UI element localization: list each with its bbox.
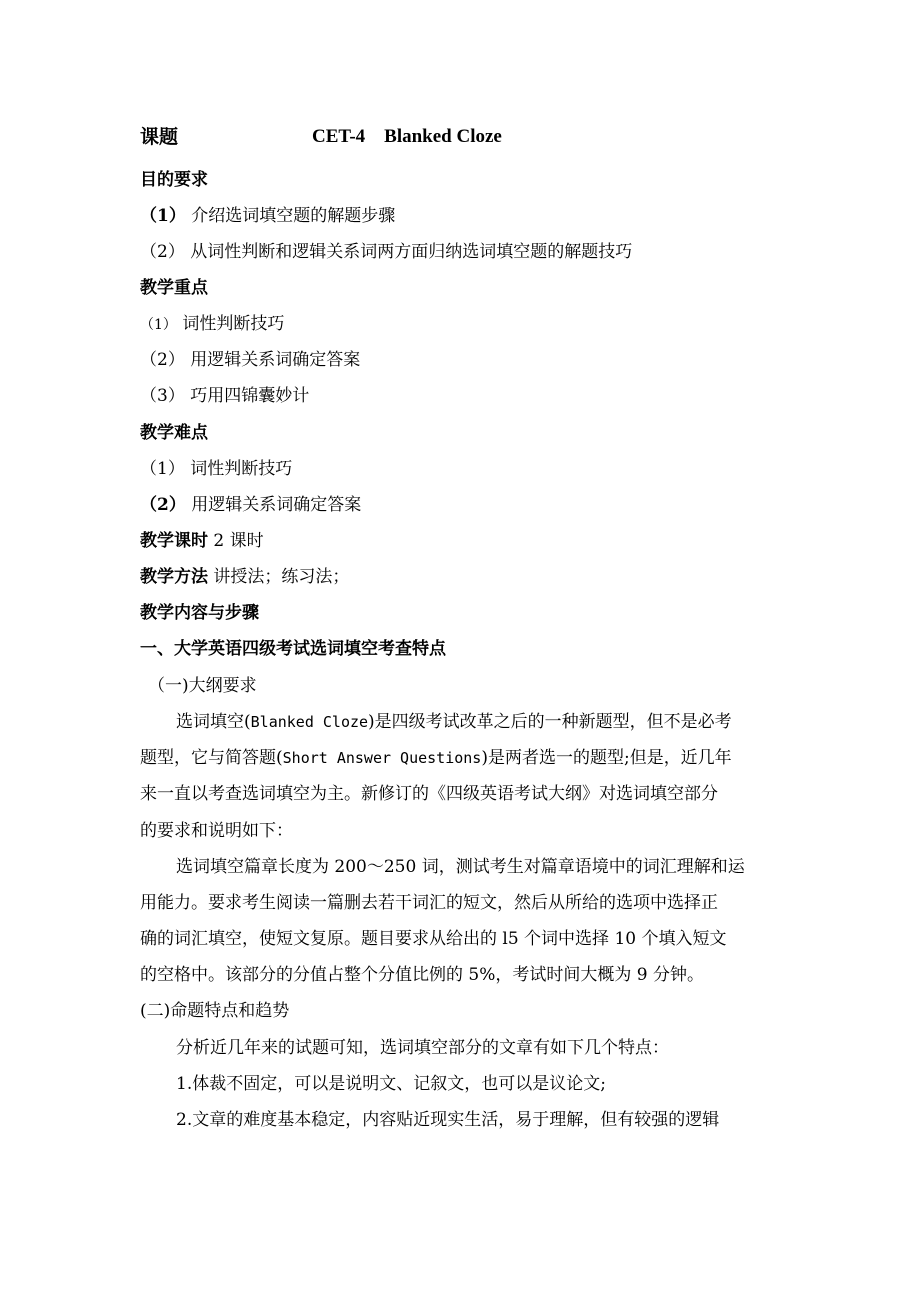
hours-value: 2 课时 <box>213 531 264 551</box>
difficulty-item <box>140 494 361 516</box>
key-points-heading: 教学重点 <box>140 278 208 298</box>
goal-text: 从词性判断和逻辑关系词两方面归纳选词填空题的解题技巧 <box>190 242 633 262</box>
hours-label: 教学课时 <box>140 531 208 551</box>
paragraph-line: 的要求和说明如下： <box>140 821 293 841</box>
methods-value: 讲授法；练习法； <box>213 567 350 587</box>
text-run: 题型，它与简答题( <box>140 748 283 768</box>
list-item: 1.体裁不固定，可以是说明文、记叙文，也可以是议论文; <box>176 1074 606 1094</box>
paragraph-line <box>140 747 732 769</box>
paragraph-line: 分析近几年来的试题可知，选词填空部分的文章有如下几个特点： <box>176 1038 669 1058</box>
text-run: Short Answer Questions <box>282 749 482 767</box>
content-heading: 教学内容与步骤 <box>140 603 259 623</box>
key-point-num: （1） <box>140 317 177 333</box>
subsection-heading: （一)大纲要求 <box>148 676 257 696</box>
goal-item <box>140 241 632 263</box>
paragraph-line: 确的词汇填空，使短文复原。题目要求从给出的 l5 个词中选择 10 个填入短文 <box>140 929 727 949</box>
title-label: 课题 <box>140 126 179 148</box>
key-point-num: （2） <box>140 350 185 370</box>
text-run: Blanked Cloze <box>250 713 369 731</box>
key-point-text: 巧用四锦囊妙计 <box>190 386 310 406</box>
difficulty-text: 词性判断技巧 <box>190 459 293 479</box>
difficulty-num: （1） <box>140 459 185 479</box>
difficulty-num: （2） <box>140 495 186 515</box>
lesson-title <box>140 126 502 148</box>
list-item: 2.文章的难度基本稳定，内容贴近现实生活，易于理解，但有较强的逻辑 <box>176 1110 720 1130</box>
difficulty-text: 用逻辑关系词确定答案 <box>191 495 362 515</box>
paragraph-line: 用能力。要求考生阅读一篇删去若干词汇的短文，然后从所给的选项中选择正 <box>140 893 718 913</box>
hours-line <box>140 530 264 552</box>
goal-num: （2） <box>140 242 185 262</box>
text-run: )是两者选一的题型;但是，近几年 <box>481 748 732 768</box>
key-point-item <box>140 349 360 371</box>
text-run: )是四级考试改革之后的一种新题型，但不是必考 <box>368 712 732 732</box>
key-point-item <box>140 385 309 407</box>
goal-text: 介绍选词填空题的解题步骤 <box>191 206 396 226</box>
goal-num: （1） <box>140 206 186 226</box>
goal-item <box>140 205 395 227</box>
subsection-heading: (二)命题特点和趋势 <box>140 1001 290 1021</box>
key-point-num: （3） <box>140 386 185 406</box>
section-heading: 一、大学英语四级考试选词填空考查特点 <box>140 639 446 659</box>
key-point-text: 词性判断技巧 <box>182 314 285 334</box>
difficulties-heading: 教学难点 <box>140 423 208 443</box>
paragraph-line: 的空格中。该部分的分值占整个分值比例的 5%，考试时间大概为 9 分钟。 <box>140 965 704 985</box>
course-name: CET-4 Blanked Cloze <box>312 126 502 147</box>
methods-label: 教学方法 <box>140 567 208 587</box>
difficulty-item <box>140 458 292 480</box>
key-point-item <box>140 313 284 336</box>
paragraph-line: 选词填空篇章长度为 200～250 词，测试考生对篇章语境中的词汇理解和运 <box>176 857 745 877</box>
text-run: 选词填空( <box>176 712 251 732</box>
methods-line <box>140 566 349 588</box>
paragraph-line: 来一直以考查选词填空为主。新修订的《四级英语考试大纲》对选词填空部分 <box>140 784 718 804</box>
key-point-text: 用逻辑关系词确定答案 <box>190 350 361 370</box>
goals-heading: 目的要求 <box>140 170 208 190</box>
paragraph-line <box>176 711 732 733</box>
